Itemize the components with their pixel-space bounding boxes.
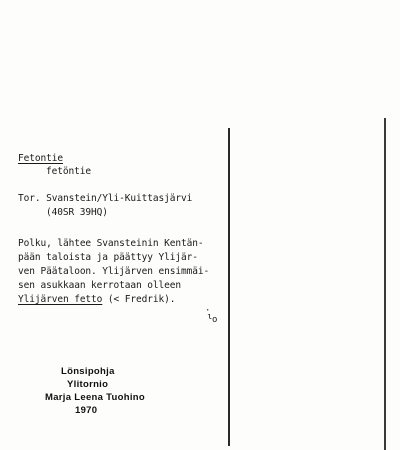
- place-name: Tor. Svanstein/Yli-Kuittasjärvi: [18, 193, 193, 204]
- pencil-mark: ɩ: [207, 312, 213, 322]
- underlined-name: Ylijärven fetto: [18, 294, 103, 305]
- description-tail: (< Fredrik).: [102, 294, 176, 305]
- collector-place: Ylitornio: [67, 379, 109, 390]
- headword: Fetontie: [18, 153, 63, 164]
- pencil-mark: ·: [205, 306, 211, 316]
- collection-year: 1970: [75, 405, 98, 416]
- description-last-line: [18, 294, 175, 305]
- right-edge-rule: [384, 118, 386, 450]
- dialect-form: fetöntie: [46, 166, 91, 177]
- collector-full-name: Marja Leena Tuohino: [45, 392, 146, 403]
- description-line: Polku, lähtee Svansteinin Kentän-: [18, 238, 204, 249]
- description-line: ven Päätaloon. Ylijärven ensimmäi-: [18, 266, 210, 277]
- collector-name: Lönsipohja: [61, 366, 115, 377]
- description-line: pään taloista ja päättyy Ylijär-: [18, 252, 198, 263]
- pencil-mark: o: [212, 315, 218, 325]
- vertical-rule: [228, 128, 230, 446]
- map-coordinates: (40SR 39HQ): [46, 207, 108, 218]
- description-line: sen asukkaan kerrotaan olleen: [18, 280, 181, 291]
